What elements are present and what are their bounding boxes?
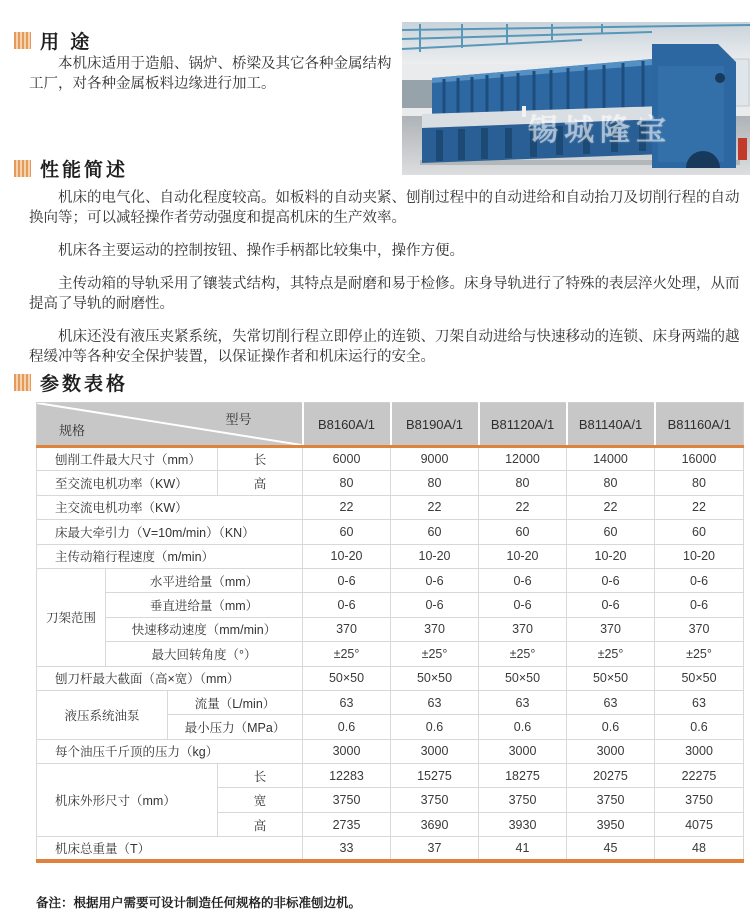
performance-paragraph: 机床各主要运动的控制按钮、操作手柄都比较集中，操作方便。 [58, 243, 464, 259]
spec-value-cell: 0-6 [655, 593, 744, 617]
performance-paragraphs [29, 188, 743, 380]
spec-value-cell: 10-20 [391, 544, 479, 568]
spec-value-cell: 48 [655, 837, 744, 861]
performance-title-text: 性能简述 [40, 160, 129, 181]
spec-label-cell: 垂直进给量（mm） [106, 593, 303, 617]
spec-value-cell: 50×50 [567, 666, 655, 690]
spec-value-cell: 20275 [567, 764, 655, 788]
spec-value-cell: 33 [303, 837, 391, 861]
table-row [37, 447, 744, 471]
spec-label-cell: 床最大牵引力（V=10m/min）（KN） [37, 520, 303, 544]
table-row [37, 666, 744, 690]
machine-photo [402, 22, 750, 175]
spec-value-cell: 3000 [655, 739, 744, 763]
spec-label-cell: 刨削工件最大尺寸（mm） [37, 447, 218, 471]
table-row [37, 617, 744, 641]
spec-value-cell: 63 [567, 690, 655, 714]
spec-value-cell: 22275 [655, 764, 744, 788]
spec-label-cell: 刨刀杆最大截面（高×宽）（mm） [37, 666, 303, 690]
spec-value-cell: 0.6 [655, 715, 744, 739]
spec-value-cell: 22 [655, 495, 744, 519]
spec-value-cell: 80 [655, 471, 744, 495]
spec-value-cell: 0.6 [567, 715, 655, 739]
spec-value-cell: 0-6 [391, 568, 479, 592]
spec-value-cell: ±25° [479, 642, 567, 666]
spec-value-cell: 3930 [479, 812, 567, 836]
spec-value-cell: 0-6 [655, 568, 744, 592]
spec-value-cell: 37 [391, 837, 479, 861]
spec-label-cell: 主传动箱行程速度（m/min） [37, 544, 303, 568]
photo-watermark: 锡城隆宝 [528, 114, 672, 147]
table-body [37, 447, 744, 862]
spec-value-cell: 10-20 [567, 544, 655, 568]
model-header: B8190A/1 [391, 403, 479, 447]
table-row [37, 642, 744, 666]
spec-value-cell: 22 [391, 495, 479, 519]
spec-value-cell: 45 [567, 837, 655, 861]
corner-label-model: 型号 [225, 412, 252, 427]
spec-value-cell: 3000 [567, 739, 655, 763]
spec-value-cell: 50×50 [303, 666, 391, 690]
spec-label-cell: 机床外形尺寸（mm） [37, 764, 218, 837]
spec-value-cell: 9000 [391, 447, 479, 471]
section-title-performance [14, 155, 128, 182]
spec-value-cell: 14000 [567, 447, 655, 471]
spec-label-cell: 流量（L/min） [168, 690, 303, 714]
table-row [37, 471, 744, 495]
corner-label-spec: 规格 [59, 423, 86, 438]
spec-value-cell: 6000 [303, 447, 391, 471]
spec-value-cell: 41 [479, 837, 567, 861]
spec-value-cell: 0-6 [567, 593, 655, 617]
spec-label-cell: 快速移动速度（mm/min） [106, 617, 303, 641]
table-row [37, 568, 744, 592]
spec-value-cell: 0-6 [391, 593, 479, 617]
performance-paragraph: 机床的电气化、自动化程度较高。如板料的自动夹紧、刨削过程中的自动进给和自动抬刀及切削行程的自动换向等；可以减轻操作者劳动强度和提高机床的生产效率。 [29, 190, 740, 226]
spec-value-cell: 22 [567, 495, 655, 519]
spec-value-cell: 16000 [655, 447, 744, 471]
spec-value-cell: 50×50 [655, 666, 744, 690]
spec-label-cell: 每个油压千斤顶的压力（kg） [37, 739, 303, 763]
spec-label-cell: 宽 [218, 788, 303, 812]
spec-value-cell: 2735 [303, 812, 391, 836]
spec-value-cell: 63 [391, 690, 479, 714]
spec-value-cell: 60 [567, 520, 655, 544]
spec-value-cell: 3950 [567, 812, 655, 836]
spec-value-cell: ±25° [655, 642, 744, 666]
table-row [37, 739, 744, 763]
spec-value-cell: 0.6 [303, 715, 391, 739]
spec-value-cell: 370 [655, 617, 744, 641]
spec-value-cell: 18275 [479, 764, 567, 788]
spec-value-cell: 3750 [479, 788, 567, 812]
spec-value-cell: 0.6 [479, 715, 567, 739]
performance-paragraph: 主传动箱的导轨采用了镶装式结构，其特点是耐磨和易于检修。床身导轨进行了特殊的表层淬火处理，从而提高了导轨的耐磨性。 [29, 276, 740, 312]
table-row [37, 690, 744, 714]
spec-value-cell: 22 [303, 495, 391, 519]
spec-label-cell: 长 [218, 764, 303, 788]
spec-value-cell: 63 [303, 690, 391, 714]
section-title-parameters [14, 369, 128, 396]
spec-value-cell: 63 [479, 690, 567, 714]
spec-label-cell: 水平进给量（mm） [106, 568, 303, 592]
spec-label-cell: 主交流电机功率（KW） [37, 495, 303, 519]
spec-value-cell: ±25° [391, 642, 479, 666]
spec-value-cell: 15275 [391, 764, 479, 788]
spec-value-cell: 3750 [655, 788, 744, 812]
spec-label-cell: 最大回转角度（°） [106, 642, 303, 666]
spec-value-cell: 12283 [303, 764, 391, 788]
model-header: B81160A/1 [655, 403, 744, 447]
factory-illustration [402, 22, 750, 175]
spec-value-cell: 0-6 [303, 593, 391, 617]
stripes-icon [14, 374, 31, 391]
model-header: B8160A/1 [303, 403, 391, 447]
spec-label-cell: 至交流电机功率（KW） [37, 471, 218, 495]
spec-value-cell: 3000 [391, 739, 479, 763]
spec-value-cell: 12000 [479, 447, 567, 471]
spec-label-cell: 高 [218, 812, 303, 836]
spec-value-cell: 3750 [303, 788, 391, 812]
table-row [37, 593, 744, 617]
stripes-icon [14, 32, 31, 49]
spec-value-cell: 0-6 [303, 568, 391, 592]
stripes-icon [14, 160, 31, 177]
spec-value-cell: 80 [567, 471, 655, 495]
spec-value-cell: 3750 [391, 788, 479, 812]
parameters-table [36, 402, 744, 863]
spec-value-cell: 3000 [479, 739, 567, 763]
table-row [37, 544, 744, 568]
spec-label-cell: 高 [218, 471, 303, 495]
corner-header-cell [37, 403, 303, 447]
table-row [37, 520, 744, 544]
spec-value-cell: 370 [479, 617, 567, 641]
spec-value-cell: 370 [391, 617, 479, 641]
spec-label-cell: 液压系统油泵 [37, 690, 168, 739]
spec-value-cell: ±25° [303, 642, 391, 666]
spec-value-cell: 4075 [655, 812, 744, 836]
spec-value-cell: 0-6 [479, 593, 567, 617]
spec-value-cell: ±25° [567, 642, 655, 666]
spec-label-cell: 最小压力（MPa） [168, 715, 303, 739]
spec-value-cell: 0-6 [479, 568, 567, 592]
spec-value-cell: 370 [567, 617, 655, 641]
spec-value-cell: 60 [655, 520, 744, 544]
spec-value-cell: 10-20 [655, 544, 744, 568]
table-row [37, 837, 744, 861]
table-header-row [37, 403, 744, 447]
spec-value-cell: 60 [391, 520, 479, 544]
spec-value-cell: 22 [479, 495, 567, 519]
spec-value-cell: 80 [479, 471, 567, 495]
performance-paragraph: 机床还没有液压夹紧系统，失常切削行程立即停止的连锁、刀架自动进给与快速移动的连锁、床身两端的越程缓冲等各种安全保护装置，以保证操作者和机床运行的安全。 [29, 329, 740, 365]
spec-value-cell: 80 [391, 471, 479, 495]
table-row [37, 764, 744, 788]
spec-value-cell: 10-20 [479, 544, 567, 568]
model-header: B81140A/1 [567, 403, 655, 447]
spec-value-cell: 3000 [303, 739, 391, 763]
parameters-title-text: 参数表格 [40, 374, 129, 395]
spec-value-cell: 0.6 [391, 715, 479, 739]
model-header: B81120A/1 [479, 403, 567, 447]
spec-label-cell: 机床总重量（T） [37, 837, 303, 861]
usage-paragraph: 本机床适用于造船、锅炉、桥梁及其它各种金属结构工厂，对各种金属板料边缘进行加工。 [29, 56, 392, 92]
spec-value-cell: 10-20 [303, 544, 391, 568]
spec-value-cell: 3690 [391, 812, 479, 836]
section-title-usage [14, 27, 92, 54]
spec-value-cell: 60 [303, 520, 391, 544]
spec-label-cell: 长 [218, 447, 303, 471]
spec-value-cell: 3750 [567, 788, 655, 812]
spec-value-cell: 50×50 [391, 666, 479, 690]
spec-value-cell: 50×50 [479, 666, 567, 690]
spec-value-cell: 63 [655, 690, 744, 714]
spec-value-cell: 80 [303, 471, 391, 495]
table-row [37, 495, 744, 519]
usage-title-text: 用 途 [40, 32, 93, 53]
parameters-table-wrap [36, 402, 743, 863]
footnote: 备注：根据用户需要可设计制造任何规格的非标准刨边机。 [36, 896, 362, 910]
spec-value-cell: 370 [303, 617, 391, 641]
spec-value-cell: 0-6 [567, 568, 655, 592]
spec-label-cell: 刀架范围 [37, 568, 106, 666]
spec-value-cell: 60 [479, 520, 567, 544]
